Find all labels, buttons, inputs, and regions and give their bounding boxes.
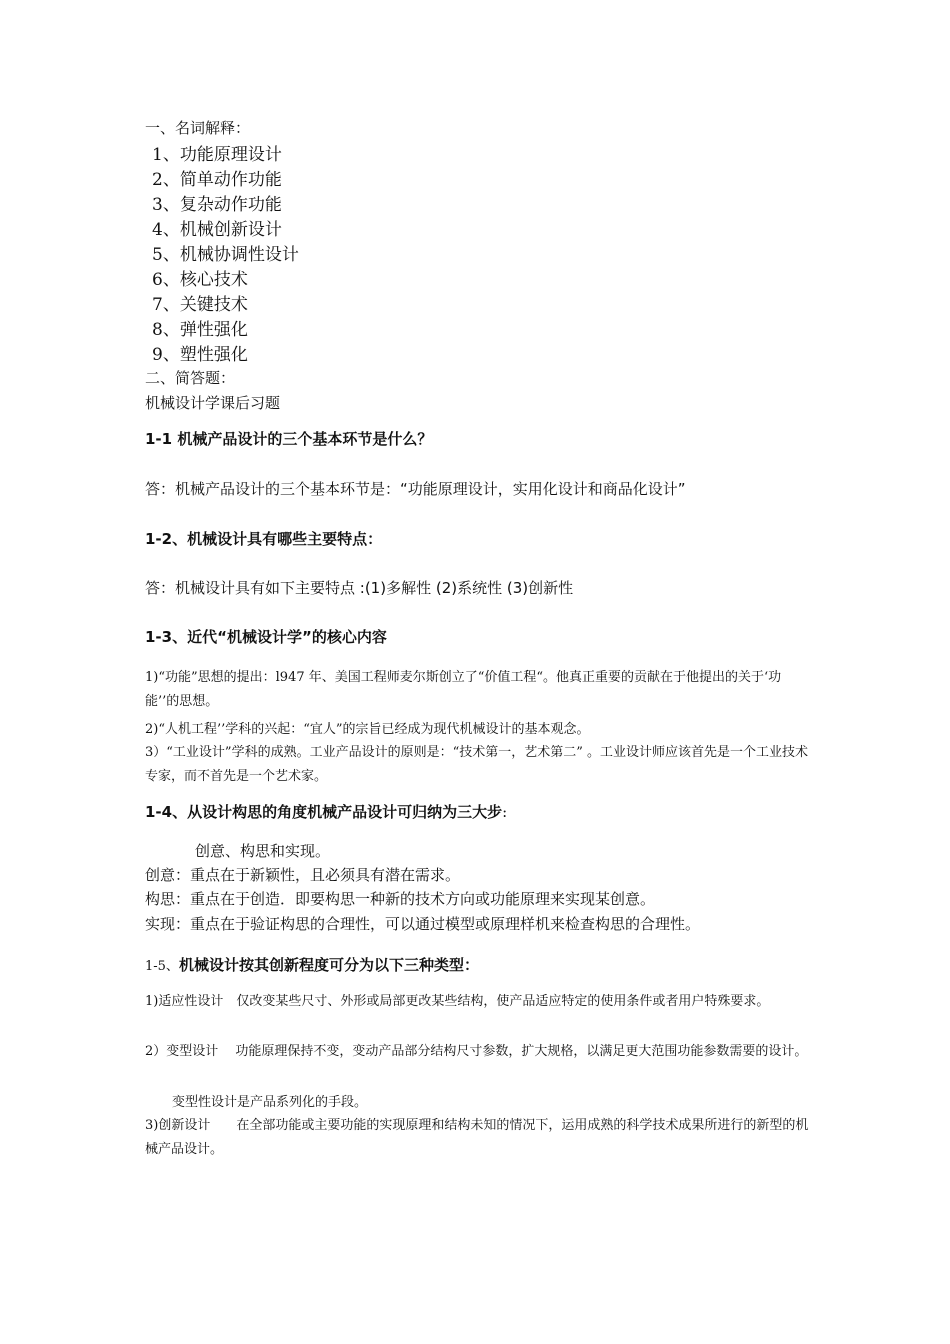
term-item-8: 8、弹性强化 (152, 320, 248, 340)
q4-line-2: 构思：重点在于创造．即要构思一种新的技术方向或功能原理来实现某创意。 (145, 890, 656, 908)
term-item-9: 9、塑性强化 (152, 345, 248, 365)
q5-heading-prefix: 1-5、 (145, 959, 179, 974)
q4-intro: 创意、构思和实现。 (195, 842, 331, 860)
q3-paragraph-1: 1)“功能”思想的提出：l947 年、美国工程师麦尔斯创立了“价值工程“。他真正重要的贡献在于他提出的关于‘功能’’的思想。 (145, 670, 782, 709)
q4-heading-colon: : (502, 803, 508, 821)
term-item-2: 2、简单动作功能 (152, 170, 282, 190)
q5-heading (145, 954, 479, 975)
q5-paragraph-3: 3)创新设计 在全部功能或主要功能的实现原理和结构未知的情况下，运用成熟的科学技术成果所进行的新型的机械产品设计。 (145, 1118, 809, 1157)
q4-line-3: 实现：重点在于验证构思的合理性，可以通过模型或原理样机来检查构思的合理性。 (145, 915, 701, 933)
term-item-6: 6、核心技术 (152, 270, 248, 290)
q2-answer: 答：机械设计具有如下主要特点 :(1)多解性 (2)系统性 (3)创新性 (145, 579, 574, 597)
q3-paragraph-3: 3）“工业设计”学科的成熟。工业产品设计的原则是：“技术第一，艺术第二” 。工业设计师应该首先是一个工业技术专家，而不首先是一个艺术家。 (145, 745, 808, 784)
q5-heading-text: 机械设计按其创新程度可分为以下三种类型： (178, 956, 479, 974)
term-item-3: 3、复杂动作功能 (152, 195, 282, 215)
section2-title: 二、简答题： (145, 369, 236, 387)
term-item-1: 1、功能原理设计 (152, 145, 282, 165)
section1-title: 一、名词解释： (145, 119, 251, 137)
section2-subtitle: 机械设计学课后习题 (145, 394, 281, 412)
q4-heading-text: 1-4、从设计构思的角度机械产品设计可归纳为三大步 (145, 803, 503, 821)
q3-paragraph-2: 2)“人机工程’’学科的兴起：“宜人”的宗旨已经成为现代机械设计的基本观念。 (145, 722, 590, 737)
q1-heading: 1-1 机械产品设计的三个基本环节是什么？ (145, 430, 433, 448)
q3-heading: 1-3、近代“机械设计学”的核心内容 (145, 628, 387, 646)
term-item-5: 5、机械协调性设计 (152, 245, 299, 265)
q4-line-1: 创意：重点在于新颖性，且必须具有潜在需求。 (145, 866, 461, 884)
q5-paragraph-2: 2）变型设计 功能原理保持不变，变动产品部分结构尺寸参数，扩大规格，以满足更大范围功能参数需要的设计。 (145, 1044, 808, 1059)
q2-heading: 1-2、机械设计具有哪些主要特点： (145, 530, 383, 548)
q5-paragraph-1: 1)适应性设计 仅改变某些尺寸、外形或局部更改某些结构，使产品适应特定的使用条件或者用户特殊要求。 (145, 994, 770, 1009)
q4-heading (145, 801, 507, 822)
term-item-7: 7、关键技术 (152, 295, 248, 315)
q1-answer: 答：机械产品设计的三个基本环节是：“功能原理设计，实用化设计和商品化设计” (145, 480, 686, 498)
term-item-4: 4、机械创新设计 (152, 220, 282, 240)
q5-paragraph-2b: 变型性设计是产品系列化的手段。 (172, 1095, 368, 1110)
